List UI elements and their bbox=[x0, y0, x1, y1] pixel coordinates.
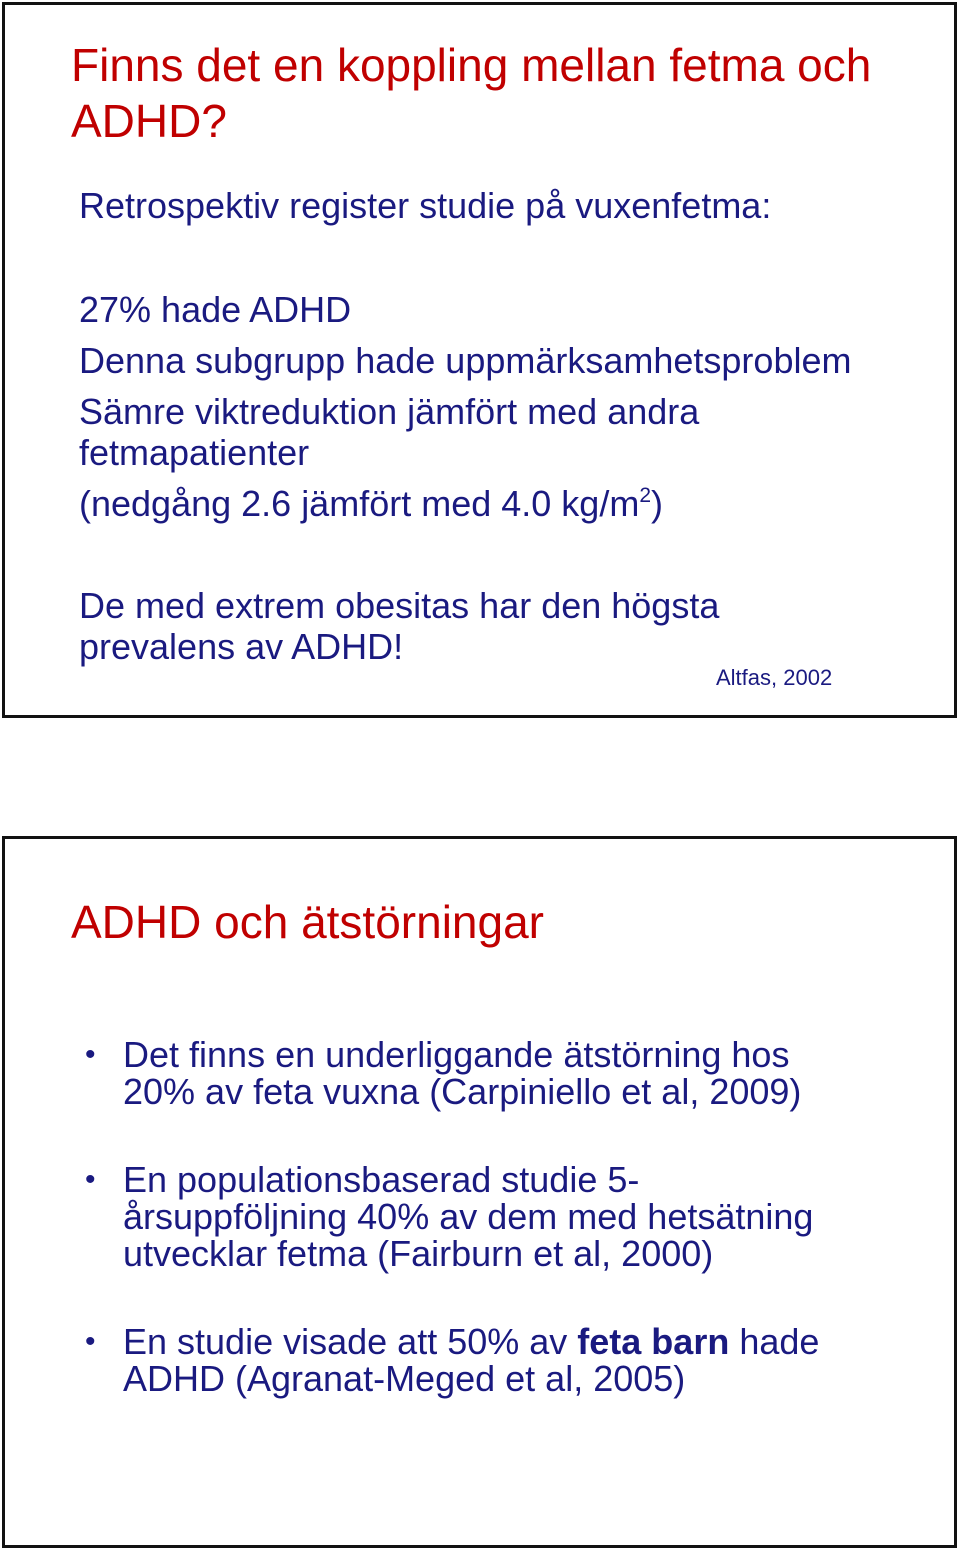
slide-title: Finns det en koppling mellan fetma och ADHD? bbox=[71, 39, 872, 147]
bullet-text: hade bbox=[729, 1321, 820, 1362]
citation: Altfas, 2002 bbox=[716, 665, 833, 690]
bullet-text: utvecklar fetma (Fairburn et al, 2000) bbox=[123, 1233, 714, 1274]
bullet-icon: • bbox=[85, 1163, 96, 1196]
finding-line bbox=[79, 483, 663, 524]
conclusion-line: prevalens av ADHD! bbox=[79, 626, 404, 667]
slide-title: ADHD och ätstörningar bbox=[71, 896, 544, 948]
bullet-text: årsuppföljning 40% av dem med hetsätning bbox=[123, 1196, 814, 1237]
finding-text: (nedgång 2.6 jämfört med 4.0 kg/m bbox=[79, 483, 640, 524]
bullet-icon: • bbox=[85, 1325, 96, 1358]
bullet-text: Det finns en underliggande ätstörning hos bbox=[123, 1034, 790, 1075]
finding-line: fetmapatienter bbox=[79, 432, 310, 473]
finding-line: Sämre viktreduktion jämfört med andra bbox=[79, 391, 700, 432]
conclusion-line: De med extrem obesitas har den högsta bbox=[79, 585, 720, 626]
bullet-list bbox=[85, 1036, 925, 1448]
finding-line: Denna subgrupp hade uppmärksamhetsproblem bbox=[79, 340, 852, 381]
bullet-text: ADHD (Agranat-Meged et al, 2005) bbox=[123, 1358, 686, 1399]
superscript: 2 bbox=[639, 484, 651, 507]
bullet-text: 20% av feta vuxna (Carpiniello et al, 2009) bbox=[123, 1071, 802, 1112]
slide-eating-disorders bbox=[2, 836, 957, 1548]
finding-text: ) bbox=[651, 483, 663, 524]
list-item bbox=[85, 1036, 925, 1110]
slide-obesity-adhd bbox=[2, 2, 957, 718]
intro-text: Retrospektiv register studie på vuxenfetma: bbox=[79, 185, 772, 226]
emphasis-text: feta barn bbox=[577, 1321, 730, 1362]
list-item bbox=[85, 1323, 925, 1397]
bullet-icon: • bbox=[85, 1038, 96, 1071]
finding-line: 27% hade ADHD bbox=[79, 289, 352, 330]
bullet-text: En studie visade att 50% av bbox=[123, 1321, 578, 1362]
list-item bbox=[85, 1161, 925, 1272]
bullet-text: En populationsbaserad studie 5- bbox=[123, 1159, 640, 1200]
